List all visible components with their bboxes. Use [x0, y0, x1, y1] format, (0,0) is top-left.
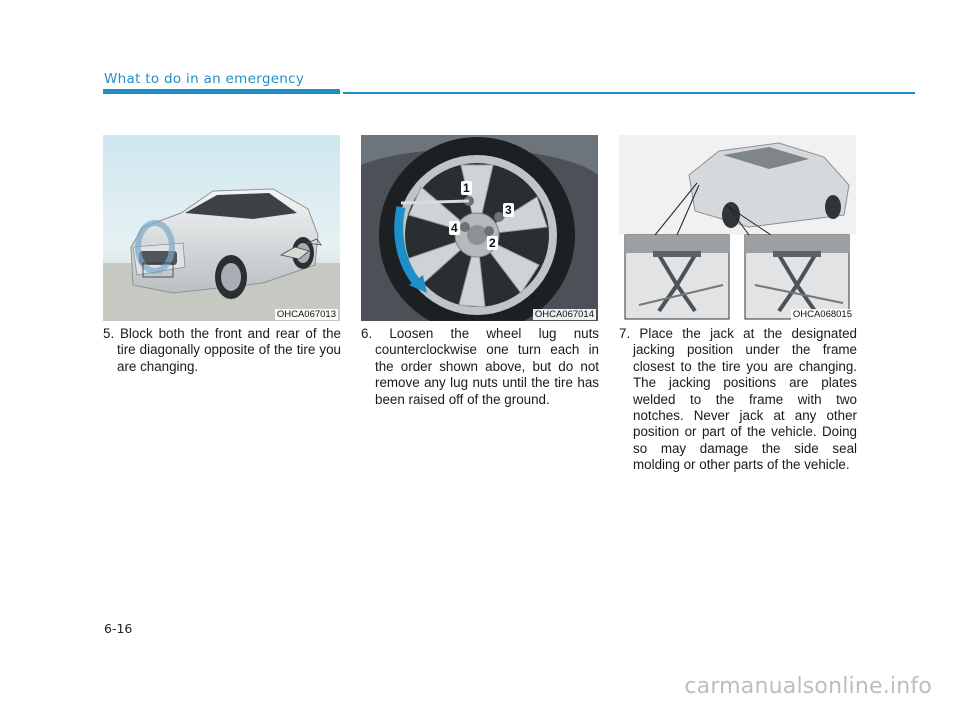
figure-code: OHCA067014: [534, 309, 594, 320]
section-title: What to do in an emergency: [104, 71, 305, 87]
header-rule-thin: [343, 92, 915, 94]
jack-illustration: [619, 135, 856, 321]
wheel-illustration: [361, 135, 598, 321]
figure-wheel-chocks: [103, 135, 340, 321]
callout-2: 2: [489, 236, 496, 250]
page-number: 6-16: [104, 621, 133, 636]
step-6-text: 6. Loosen the wheel lug nuts counterclockwise one turn each in the order shown above, but do not remove any lug nuts until the tire has been raised off of the ground.: [361, 326, 599, 407]
step-5-text: 5. Block both the front and rear of the tire diagonally opposite of the tire you are changing.: [103, 326, 341, 374]
callout-1: 1: [463, 181, 470, 195]
callout-3: 3: [505, 203, 512, 217]
header-rule-thick: [103, 89, 340, 94]
figure-code: OHCA068015: [792, 309, 852, 320]
figure-jack-positions: [619, 135, 856, 321]
callout-4: 4: [451, 221, 458, 235]
step-7-text: 7. Place the jack at the designated jacking position under the frame closest to the tire you are changing. The jacking positions are plates welded to the frame with two notches. Never jack at any other position or part of the vehicle. Doing so may damage the side seal molding or other parts of the vehicle.: [619, 326, 857, 473]
figure-code: OHCA067013: [276, 309, 336, 320]
figure-lug-nuts: [361, 135, 598, 321]
car-chock-illustration: [103, 135, 340, 321]
watermark: carmanualsonline.info: [684, 674, 932, 699]
